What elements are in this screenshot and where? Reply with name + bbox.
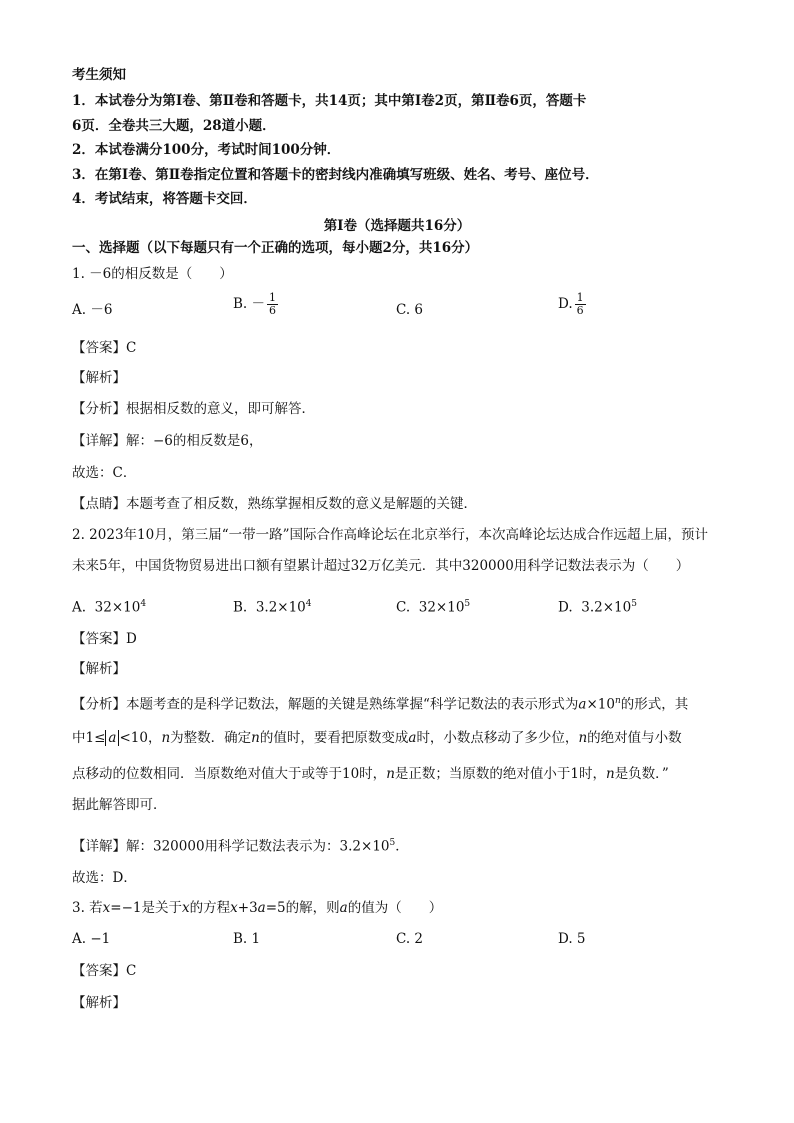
q2-fenxi-line1 bbox=[72, 692, 688, 714]
q2-fenxi-l3-a: 点移动的位数相同．当原数绝对值大于或等于10时， bbox=[72, 766, 387, 782]
q3-stem-a2: a bbox=[339, 900, 348, 916]
q2-fenxi-l2-n2: n bbox=[251, 730, 260, 746]
q2-answer: 【答案】D bbox=[72, 631, 137, 647]
q2-fenxi-l3-c: 是负数．” bbox=[614, 766, 669, 782]
q2-option-d-base: 3.2×10 bbox=[581, 599, 632, 616]
q3-stem-b: =−1是关于 bbox=[110, 900, 183, 916]
q1-option-d-den: 6 bbox=[576, 304, 584, 317]
q3-option-d: D. 5 bbox=[558, 931, 586, 947]
q2-fenxi-l2-c: 为整数．确定 bbox=[170, 730, 252, 746]
q2-xiangjie-a: 【详解】解：320000用科学记数法表示为：3.2×10 bbox=[72, 838, 390, 855]
q1-xiangjie: 【详解】解：−6的相反数是6， bbox=[72, 433, 263, 449]
notice-item-1-cont: 6页．全卷共三大题，28道小题． bbox=[72, 118, 276, 134]
q1-fenxi: 【分析】根据相反数的意义，即可解答． bbox=[72, 401, 315, 417]
q1-option-b-fraction bbox=[267, 292, 278, 317]
q2-fenxi-l3-n2: n bbox=[605, 766, 615, 782]
q2-option-d bbox=[558, 595, 637, 617]
q3-stem-c: 的方程 bbox=[189, 900, 231, 916]
q3-stem-x3: x bbox=[230, 900, 238, 916]
q3-stem bbox=[72, 899, 442, 917]
q2-fenxi-l3-n: n bbox=[386, 766, 395, 782]
q3-stem-x: x bbox=[102, 900, 111, 916]
q3-option-c: C. 2 bbox=[396, 931, 424, 947]
q2-option-a bbox=[72, 595, 146, 617]
q2-fenxi-l2-e: 时，小数点移动了多少位， bbox=[416, 730, 579, 746]
q2-fenxi-l3-b: 是正数；当原数的绝对值小于1时， bbox=[394, 766, 606, 782]
q2-fenxi-l1-math-a: a bbox=[578, 696, 587, 713]
q2-fenxi-l2-a2: a bbox=[408, 730, 417, 746]
q1-option-c: C. 6 bbox=[396, 302, 424, 318]
q1-option-d-prefix: D. bbox=[558, 296, 573, 312]
q2-fenxi-l2-f: 的绝对值与小数 bbox=[587, 730, 682, 746]
q2-analysis-label: 【解析】 bbox=[72, 661, 126, 677]
q3-stem-a: 3. 若 bbox=[72, 900, 103, 916]
q3-analysis-label: 【解析】 bbox=[72, 995, 126, 1011]
notice-item-2: 2．本试卷满分100分，考试时间100分钟． bbox=[72, 142, 341, 158]
q2-option-c bbox=[396, 595, 470, 617]
q1-answer: 【答案】C bbox=[72, 340, 137, 356]
q2-fenxi-l1-b: 的形式，其 bbox=[620, 696, 689, 713]
q2-fenxi-line4: 据此解答即可． bbox=[72, 797, 167, 813]
q2-fenxi-l2-n3: n bbox=[578, 730, 588, 746]
q3-option-b: B. 1 bbox=[233, 931, 261, 947]
q2-option-d-exp: 5 bbox=[631, 599, 637, 609]
notice-item-4: 4．考试结束，将答题卡交回． bbox=[72, 191, 257, 207]
q1-guxuan: 故选：C． bbox=[72, 465, 137, 481]
q2-fenxi-l2-b: <10， bbox=[119, 730, 162, 746]
q1-dianjing: 【点睛】本题考查了相反数，熟练掌握相反数的意义是解题的关键． bbox=[72, 496, 477, 512]
q2-fenxi-l2-n: n bbox=[161, 730, 171, 746]
q2-xiangjie-b: ． bbox=[395, 838, 409, 855]
q2-option-b bbox=[233, 595, 312, 617]
q2-fenxi-line3 bbox=[72, 765, 669, 783]
q2-option-a-base: 32×10 bbox=[94, 599, 141, 616]
q1-stem: 1. －6的相反数是（ ） bbox=[72, 266, 233, 282]
q1-option-a: A. －6 bbox=[72, 302, 113, 318]
q2-fenxi-l1-exp: n bbox=[614, 696, 621, 706]
q1-option-b-num: 1 bbox=[269, 291, 277, 304]
q2-option-b-base: 3.2×10 bbox=[255, 599, 306, 616]
q2-option-a-label: A. bbox=[72, 599, 87, 616]
q2-xiangjie-exp: 5 bbox=[389, 838, 396, 848]
q2-option-d-label: D. bbox=[558, 599, 573, 616]
q2-stem-line2: 未来5年，中国货物贸易进出口额有望累计超过32万亿美元．其中320000用科学记数法表示为（ ） bbox=[72, 558, 690, 574]
q1-option-d-num: 1 bbox=[576, 291, 584, 304]
q3-option-a: A. −1 bbox=[72, 931, 111, 947]
q2-fenxi-l2-d: 的值时，要看把原数变成 bbox=[259, 730, 409, 746]
q2-option-c-exp: 5 bbox=[464, 599, 471, 609]
q2-fenxi-l2-a: 中1≤ bbox=[72, 730, 106, 746]
q3-stem-e: =5的解，则 bbox=[265, 900, 340, 916]
q2-fenxi-line2 bbox=[72, 729, 682, 747]
q2-fenxi-l1-math-10: ×10 bbox=[586, 696, 615, 713]
q1-option-d bbox=[558, 292, 586, 317]
q1-option-b-prefix: B. － bbox=[233, 296, 266, 312]
q3-stem-f: 的值为（ ） bbox=[347, 900, 443, 916]
q1-analysis-label: 【解析】 bbox=[72, 370, 126, 386]
notice-heading: 考生须知 bbox=[72, 67, 126, 83]
part-heading: 一、选择题（以下每题只有一个正确的选项，每小题2分，共16分） bbox=[72, 240, 479, 256]
q2-option-c-label: C. bbox=[396, 599, 411, 616]
q2-guxuan: 故选：D． bbox=[72, 870, 137, 886]
q1-option-b-den: 6 bbox=[269, 304, 277, 317]
q3-stem-d: +3 bbox=[237, 900, 258, 916]
q3-answer: 【答案】C bbox=[72, 963, 137, 979]
q1-option-b bbox=[233, 292, 278, 317]
q2-fenxi-l2-abs: a bbox=[105, 730, 119, 746]
q2-option-a-exp: 4 bbox=[140, 599, 147, 609]
q3-stem-x2: x bbox=[182, 900, 190, 916]
q2-xiangjie bbox=[72, 834, 409, 856]
section-title: 第Ⅰ卷（选择题共16分） bbox=[323, 218, 471, 234]
q2-fenxi-l1-a: 【分析】本题考查的是科学记数法，解题的关键是熟练掌握“科学记数法的表示形式为 bbox=[72, 696, 579, 713]
q3-stem-a1: a bbox=[257, 900, 266, 916]
q2-option-b-exp: 4 bbox=[305, 599, 312, 609]
q2-stem-line1: 2. 2023年10月，第三届“一带一路”国际合作高峰论坛在北京举行，本次高峰论坛达成合作远超上届，预计 bbox=[72, 527, 709, 543]
q1-option-d-fraction bbox=[575, 292, 586, 317]
notice-item-1: 1．本试卷分为第Ⅰ卷、第Ⅱ卷和答题卡，共14页；其中第Ⅰ卷2页，第Ⅱ卷6页，答题卡 bbox=[72, 93, 587, 109]
q2-option-b-label: B. bbox=[233, 599, 248, 616]
notice-item-3: 3．在第Ⅰ卷、第Ⅱ卷指定位置和答题卡的密封线内准确填写班级、姓名、考号、座位号． bbox=[72, 167, 599, 183]
q2-option-c-base: 32×10 bbox=[418, 599, 465, 616]
